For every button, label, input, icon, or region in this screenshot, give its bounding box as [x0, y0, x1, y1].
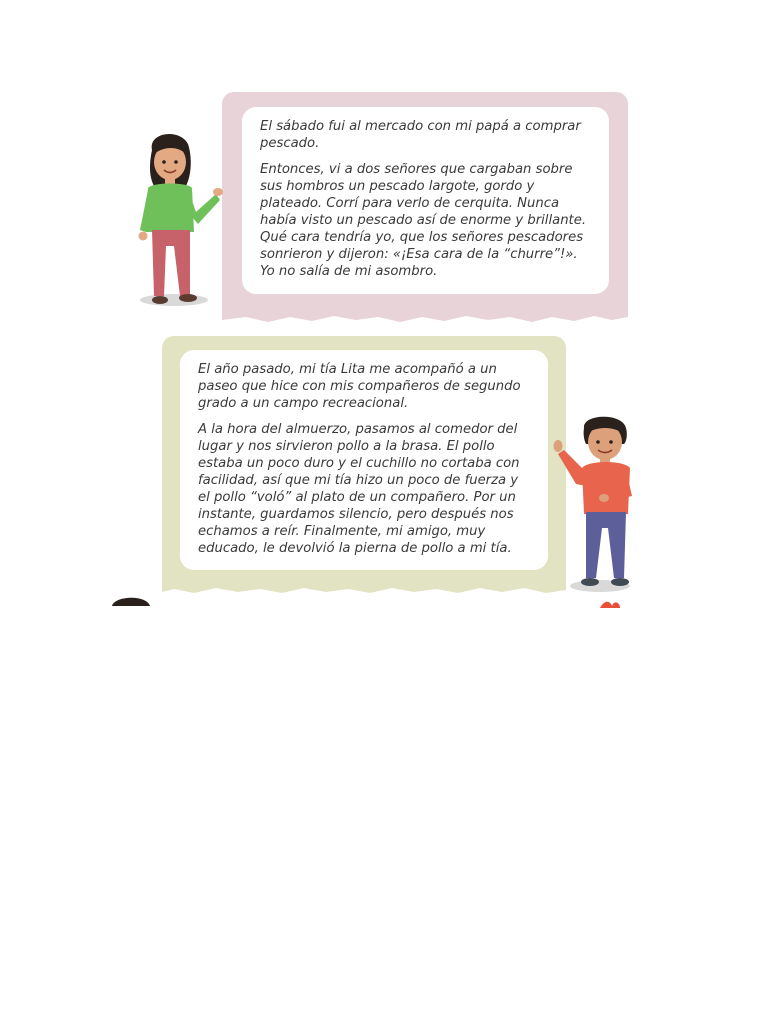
partial-red-shape	[598, 600, 622, 608]
torn-edge	[222, 311, 628, 323]
story-2-paragraph-1: El año pasado, mi tía Lita me acompañó a un paseo que hice con mis compañeros de segundo grado a un campo recreacional.	[198, 362, 521, 411]
story-1-paragraph-2: Entonces, vi a dos señores que cargaban sobre sus hombros un pescado largote, gordo y plateado. Corrí para verlo de cerquita. Nunca había visto un pescado así de enorme y brillante. Qué cara tendría yo, que los señores pescadores sonrieron y dijeron: «¡Esa cara de la “churre”!». Yo no salía de mi asombro.	[260, 162, 587, 279]
story-1-paragraph-1: El sábado fui al mercado con mi papá a comprar pescado.	[260, 119, 581, 151]
story-2-paragraph-2: A la hora del almuerzo, pasamos al comedor del lugar y nos sirvieron pollo a la brasa. El pollo estaba un poco duro y el cuchillo no cortaba con facilidad, así que mi tía hizo un poco de fuerza y el pollo “voló” al plato de un compañero. Por un instante, guardamos silencio, pero después nos echamos a reír. Finalmente, mi amigo, muy educado, le devolvió la pierna de pollo a mi tía.	[198, 422, 520, 556]
partial-hair-illustration	[110, 594, 152, 606]
torn-edge	[162, 583, 566, 595]
story-1-text-box	[242, 107, 609, 294]
boy-illustration	[548, 410, 640, 600]
story-2-text-box	[180, 350, 548, 570]
girl-illustration	[134, 128, 230, 318]
